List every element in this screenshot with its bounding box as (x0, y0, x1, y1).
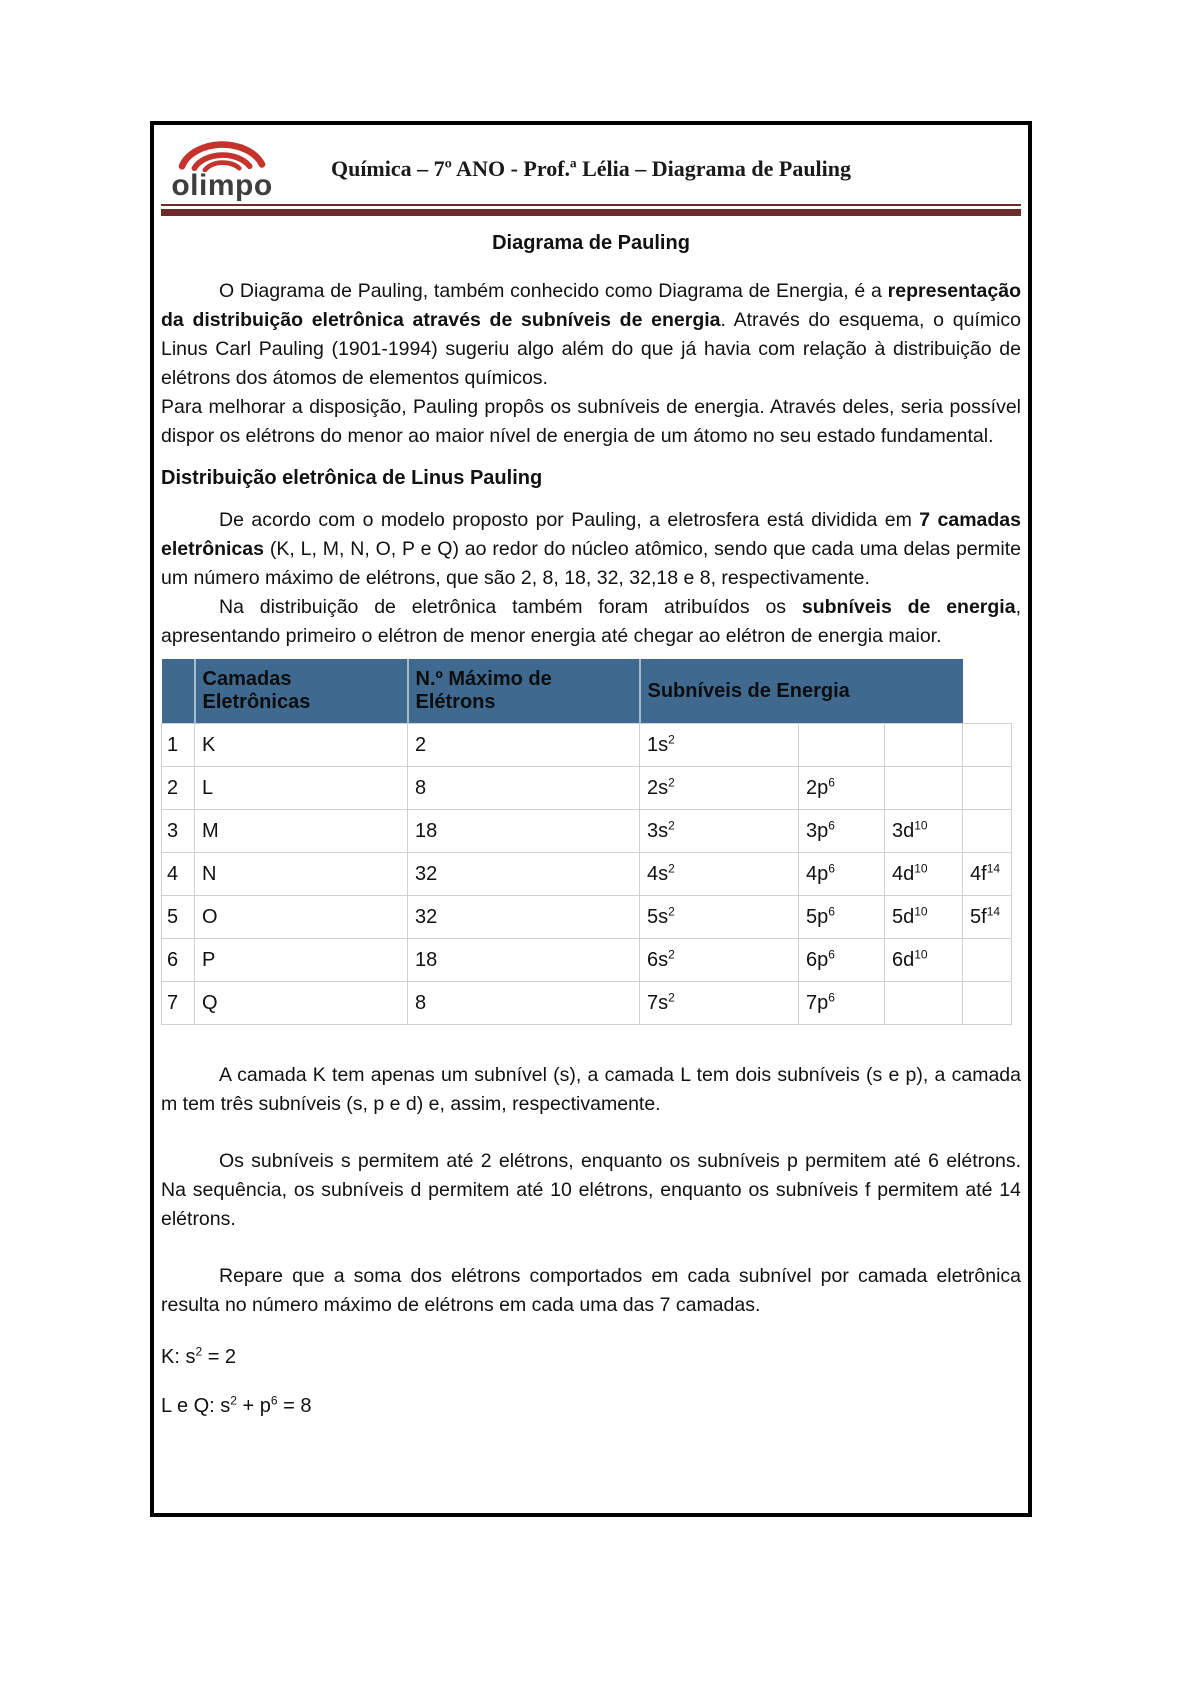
table-row (162, 896, 1012, 939)
subnivel-d-cell (885, 939, 963, 982)
p1-text-1: O Diagrama de Pauling, também conhecido como Diagrama de Energia, é a (219, 280, 888, 302)
subnivel-p-cell (799, 939, 885, 982)
subnivel-p-cell (799, 767, 885, 810)
subnivel-s-cell (640, 939, 799, 982)
subnivel-base: 6p (806, 948, 829, 971)
subnivel-p-cell (799, 982, 885, 1025)
subnivel-sup: 14 (986, 903, 1001, 918)
p4-bold: subníveis de energia (801, 596, 1016, 618)
header-cell-subniveis: Subníveis de Energia (640, 659, 963, 724)
subnivel-base: 5d (892, 905, 915, 928)
formula-k (161, 1346, 1021, 1369)
formula-lq-base2: + p (236, 1395, 271, 1417)
subnivel-sup: 2 (668, 989, 675, 1004)
table-row (162, 853, 1012, 896)
paragraph-subniveis (161, 593, 1021, 651)
course-title: Química – 7º ANO - Prof.ª Lélia – Diagrama de Pauling (330, 156, 852, 181)
paragraph-camadas (161, 506, 1021, 593)
subnivel-base: 5s (647, 905, 669, 928)
doc-title: Diagrama de Pauling (492, 232, 690, 254)
subnivel-p-cell (799, 724, 885, 767)
max-cell: 2 (408, 724, 640, 767)
subnivel-p-cell (799, 810, 885, 853)
subnivel-sup: 2 (668, 946, 675, 961)
page-border-frame (150, 121, 1032, 1517)
p3-text-2: (K, L, M, N, O, P e Q) ao redor do núcleo atômico, sendo que cada uma delas permite um número máximo de elétrons, que são 2, 8, 18, 32, 32,18 e 8, respectivamente. (161, 538, 1021, 589)
subnivel-base: 4d (892, 862, 915, 885)
p1-text-2: . Através do esquema, o químico Linus Carl Pauling (1901-1994) sugeriu algo além do que já havia com relação à distribuição de elétrons dos átomos de elementos químicos. (161, 309, 1021, 389)
subnivel-base: 2p (806, 776, 829, 799)
subnivel-sup: 10 (914, 946, 928, 961)
subnivel-base: 5p (806, 905, 829, 928)
subnivel-base: 4s (647, 862, 669, 885)
subnivel-base: 5f (970, 905, 987, 928)
subnivel-sup: 6 (828, 817, 835, 832)
subnivel-s-cell (640, 724, 799, 767)
p3-text-1: De acordo com o modelo proposto por Pauling, a eletrosfera está dividida em (219, 509, 920, 531)
subnivel-base: 4f (970, 862, 987, 885)
subnivel-f-cell (963, 724, 1012, 767)
camada-cell: M (195, 810, 408, 853)
p3-bold: 7 camadas eletrônicas (161, 509, 1021, 560)
header-cell-maximo: N.º Máximo de Elétrons (408, 659, 640, 724)
camada-cell: N (195, 853, 408, 896)
formula-lq (161, 1395, 1021, 1418)
row-number: 3 (162, 810, 195, 853)
row-number: 1 (162, 724, 195, 767)
max-cell: 8 (408, 982, 640, 1025)
max-cell: 8 (408, 767, 640, 810)
subnivel-sup: 6 (828, 989, 835, 1004)
formula-lq-base1: L e Q: s (161, 1395, 231, 1417)
max-cell: 18 (408, 810, 640, 853)
table-row (162, 939, 1012, 982)
olimpo-logo-text: olimpo (171, 169, 273, 202)
subnivel-d-cell (885, 896, 963, 939)
p1-bold: representação da distribuição eletrônica através de subníveis de energia (161, 280, 1021, 331)
max-cell: 32 (408, 896, 640, 939)
subnivel-base: 7p (806, 991, 829, 1014)
row-number: 2 (162, 767, 195, 810)
paragraph-disposicao: Para melhorar a disposição, Pauling propôs os subníveis de energia. Através deles, seria possível dispor os elétrons do menor ao maior nível de energia de um átomo no seu estado fundamental. (161, 396, 1021, 447)
header-rule (161, 204, 1021, 216)
subnivel-p-cell (799, 896, 885, 939)
header-cell-ghost (963, 659, 1012, 724)
subnivel-base: 3d (892, 819, 915, 842)
formula-k-base: K: s (161, 1346, 196, 1368)
subnivel-sup: 10 (914, 817, 928, 832)
row-number: 6 (162, 939, 195, 982)
formula-k-sup: 2 (195, 1344, 203, 1359)
camada-cell: Q (195, 982, 408, 1025)
subnivel-sup: 6 (828, 946, 835, 961)
subnivel-sup: 2 (668, 903, 675, 918)
header-cell-empty (162, 659, 195, 724)
camada-cell: O (195, 896, 408, 939)
row-number: 5 (162, 896, 195, 939)
paragraph-camada-k: A camada K tem apenas um subnível (s), a camada L tem dois subníveis (s e p), a camada m tem três subníveis (s, p e d) e, assim, respectivamente. (161, 1064, 1021, 1115)
subnivel-base: 1s (647, 733, 669, 756)
subnivel-f-cell (963, 767, 1012, 810)
subnivel-sup: 10 (914, 903, 928, 918)
subnivel-d-cell (885, 982, 963, 1025)
subnivel-f-cell (963, 810, 1012, 853)
max-cell: 18 (408, 939, 640, 982)
camada-cell: K (195, 724, 408, 767)
subnivel-s-cell (640, 810, 799, 853)
subnivel-base: 2s (647, 776, 669, 799)
pauling-table (161, 659, 1012, 1025)
subnivel-sup: 2 (668, 817, 675, 832)
subnivel-base: 6s (647, 948, 669, 971)
table-row (162, 810, 1012, 853)
subnivel-f-cell (963, 853, 1012, 896)
subnivel-d-cell (885, 810, 963, 853)
subnivel-sup: 6 (828, 860, 835, 875)
p4-text-2: , apresentando primeiro o elétron de menor energia até chegar ao elétron de energia maior. (161, 596, 1021, 647)
subnivel-p-cell (799, 853, 885, 896)
camada-cell: P (195, 939, 408, 982)
table-row (162, 982, 1012, 1025)
document-header (161, 130, 1021, 202)
row-number: 7 (162, 982, 195, 1025)
subnivel-sup: 6 (828, 903, 835, 918)
max-cell: 32 (408, 853, 640, 896)
header-cell-camadas: Camadas Eletrônicas (195, 659, 408, 724)
subnivel-base: 3s (647, 819, 669, 842)
formula-lq-result: = 8 (277, 1395, 312, 1417)
subnivel-d-cell (885, 853, 963, 896)
table-row (162, 724, 1012, 767)
camada-cell: L (195, 767, 408, 810)
paragraph-subniveis-limites: Os subníveis s permitem até 2 elétrons, enquanto os subníveis p permitem até 6 elétrons. Na sequência, os subníveis d permitem até 10 elétrons, enquanto os subníveis f permitem até 14 elétrons. (161, 1150, 1021, 1230)
subnivel-base: 4p (806, 862, 829, 885)
subnivel-sup: 2 (668, 860, 675, 875)
subnivel-sup: 2 (668, 774, 675, 789)
formula-lq-sup2: 6 (270, 1393, 278, 1408)
subnivel-base: 3p (806, 819, 829, 842)
subnivel-sup: 10 (914, 860, 928, 875)
subnivel-f-cell (963, 939, 1012, 982)
subnivel-base: 7s (647, 991, 669, 1014)
p4-text-1: Na distribuição de eletrônica também foram atribuídos os (219, 596, 802, 618)
paragraph-repare: Repare que a soma dos elétrons comportados em cada subnível por camada eletrônica resulta no número máximo de elétrons em cada uma das 7 camadas. (161, 1265, 1021, 1316)
subnivel-base: 6d (892, 948, 915, 971)
formula-lq-sup1: 2 (230, 1393, 237, 1408)
subnivel-s-cell (640, 982, 799, 1025)
subnivel-f-cell (963, 896, 1012, 939)
row-number: 4 (162, 853, 195, 896)
subnivel-f-cell (963, 982, 1012, 1025)
table-row (162, 767, 1012, 810)
paragraph-intro (161, 277, 1021, 393)
formula-k-result: = 2 (202, 1346, 237, 1368)
section-heading: Distribuição eletrônica de Linus Pauling (161, 467, 543, 489)
subnivel-s-cell (640, 767, 799, 810)
subnivel-sup: 6 (828, 774, 835, 789)
subnivel-sup: 2 (668, 731, 675, 746)
subnivel-d-cell (885, 724, 963, 767)
subnivel-sup: 14 (986, 860, 1001, 875)
subnivel-s-cell (640, 896, 799, 939)
table-header-row (162, 659, 1012, 724)
subnivel-s-cell (640, 853, 799, 896)
subnivel-d-cell (885, 767, 963, 810)
